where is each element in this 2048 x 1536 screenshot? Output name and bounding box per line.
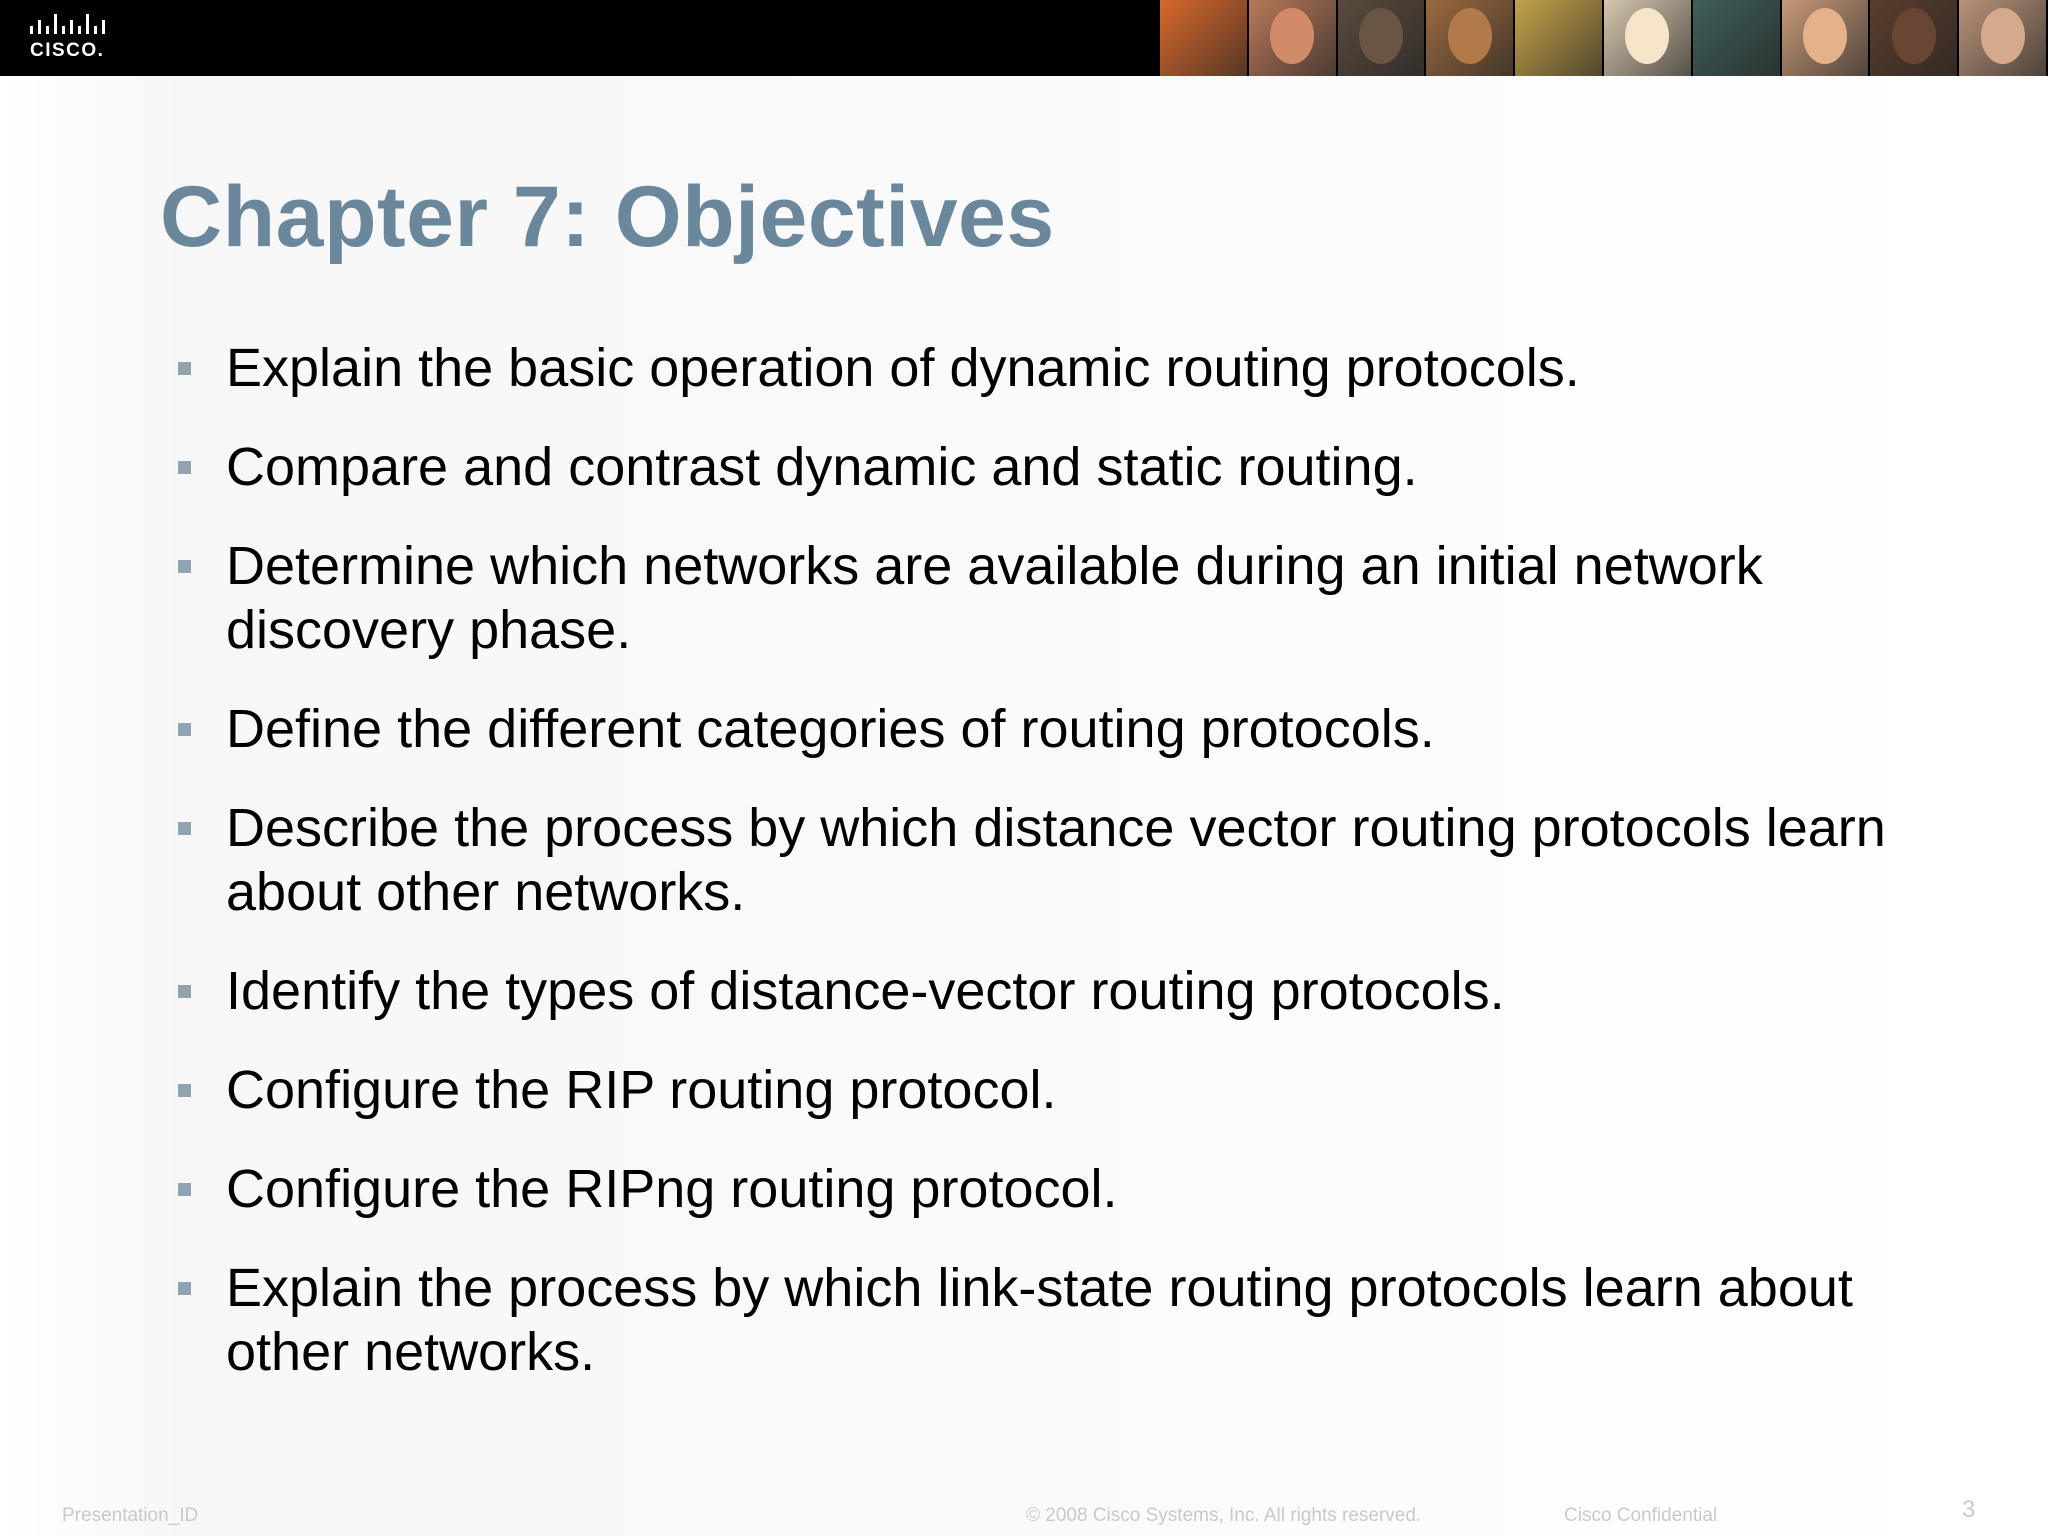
footer-confidential: Cisco Confidential — [1564, 1505, 1718, 1526]
objective-text: Configure the RIPng routing protocol. — [226, 1159, 1118, 1219]
objectives-list — [174, 336, 1974, 1419]
objective-item — [174, 534, 1974, 662]
header-bar — [0, 0, 2048, 76]
photo-man-dark — [1870, 0, 1959, 76]
photo-man-suit — [1338, 0, 1427, 76]
objective-text: Explain the process by which link-state routing protocols learn about other networks. — [226, 1258, 1853, 1382]
photo-chalkboard — [1693, 0, 1782, 76]
photo-face — [1270, 8, 1314, 64]
photo-boy — [1426, 0, 1515, 76]
photo-woman — [1249, 0, 1338, 76]
photo-face — [1359, 8, 1403, 64]
square-bullet-icon — [178, 985, 191, 998]
square-bullet-icon — [178, 1183, 191, 1196]
photo-face — [1892, 8, 1936, 64]
objective-text: Describe the process by which distance vector routing protocols learn about other networks. — [226, 798, 1886, 922]
square-bullet-icon — [178, 723, 191, 736]
cisco-bridge-icon — [28, 12, 118, 40]
square-bullet-icon — [178, 1084, 191, 1097]
photo-man-cap — [1959, 0, 2048, 76]
cisco-logo — [28, 12, 118, 64]
square-bullet-icon — [178, 362, 191, 375]
footer-presentation-id: Presentation_ID — [62, 1505, 199, 1526]
objective-text: Compare and contrast dynamic and static routing. — [226, 437, 1418, 497]
objective-item — [174, 959, 1974, 1023]
objective-item — [174, 336, 1974, 400]
photo-abstract-orange — [1160, 0, 1249, 76]
header-photo-strip — [1160, 0, 2048, 76]
photo-face — [1448, 8, 1492, 64]
square-bullet-icon — [178, 461, 191, 474]
objective-text: Identify the types of distance-vector routing protocols. — [226, 961, 1505, 1021]
photo-face — [1625, 8, 1669, 64]
objective-item — [174, 435, 1974, 499]
slide-title: Chapter 7: Objectives — [160, 169, 1055, 265]
photo-abstract-gold — [1515, 0, 1604, 76]
photo-face — [1981, 8, 2025, 64]
objective-item — [174, 697, 1974, 761]
photo-asian-woman — [1782, 0, 1871, 76]
photo-face — [1803, 8, 1847, 64]
objective-text: Define the different categories of routing protocols. — [226, 699, 1435, 759]
objective-item — [174, 796, 1974, 924]
objective-item — [174, 1157, 1974, 1221]
square-bullet-icon — [178, 560, 191, 573]
objective-text: Configure the RIP routing protocol. — [226, 1060, 1057, 1120]
objective-item — [174, 1256, 1974, 1384]
cisco-logo-text: CISCO. — [30, 40, 105, 61]
page-number: 3 — [1962, 1496, 1976, 1523]
photo-girl-headscarf — [1604, 0, 1693, 76]
objective-text: Explain the basic operation of dynamic routing protocols. — [226, 338, 1580, 398]
square-bullet-icon — [178, 822, 191, 835]
objective-item — [174, 1058, 1974, 1122]
square-bullet-icon — [178, 1282, 191, 1295]
footer-copyright: © 2008 Cisco Systems, Inc. All rights reserved. — [1026, 1505, 1422, 1526]
objective-text: Determine which networks are available during an initial network discovery phase. — [226, 536, 1763, 660]
